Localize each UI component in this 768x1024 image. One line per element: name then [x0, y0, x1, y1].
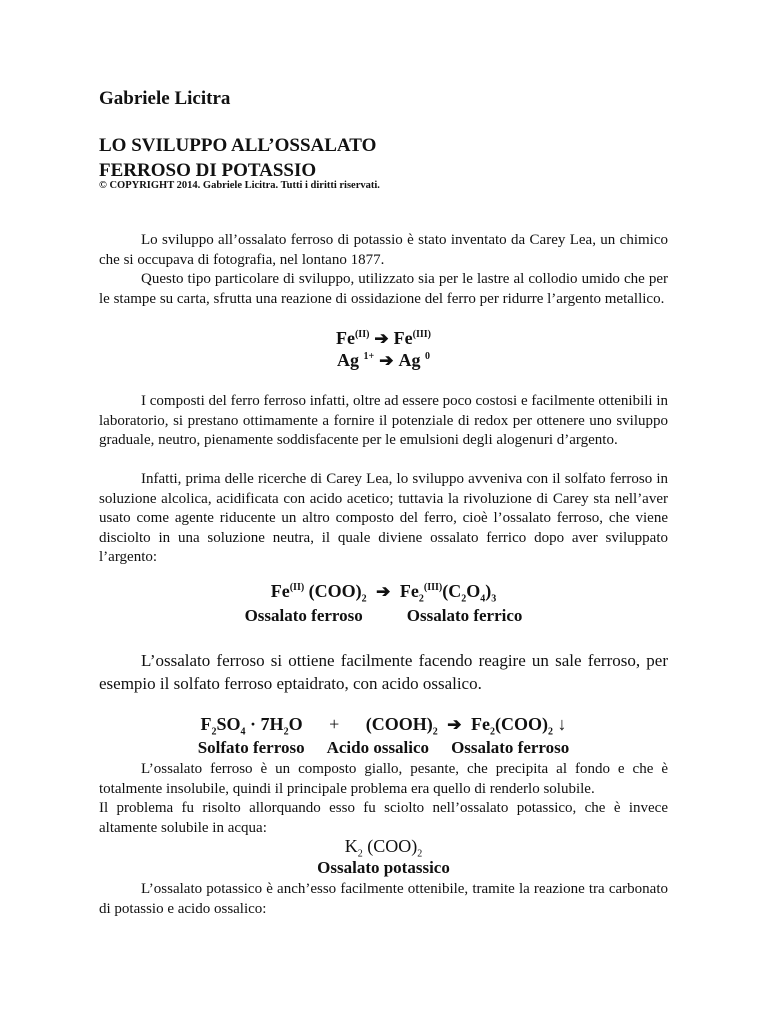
- reaction-arrow-icon: ➔: [379, 351, 394, 370]
- eq4-coo: (COO): [494, 714, 548, 734]
- eq5-sub: 2: [357, 848, 363, 860]
- title-line-1: LO SVILUPPO ALL’OSSALATO: [99, 135, 377, 156]
- title-line-2: FERROSO DI POTASSIO: [99, 160, 317, 181]
- label-ossalato-ferrico: Ossalato ferrico: [406, 606, 523, 625]
- equation-oxalate-oxidation: [99, 581, 668, 605]
- eq3-close: ): [485, 581, 492, 601]
- label-solfato-ferroso: Solfato ferroso: [197, 738, 305, 757]
- equation-potassium-oxalate: [99, 836, 668, 860]
- eq3-coo: (COO): [304, 581, 362, 601]
- equation-oxalate-synthesis: [99, 714, 668, 738]
- eq2-ion: 1+: [363, 351, 375, 362]
- eq1-ox-iii: (III): [412, 329, 431, 340]
- eq2-ag0: Ag: [398, 350, 421, 370]
- plus-sign: +: [329, 714, 340, 734]
- paragraph-3: I composti del ferro ferroso infatti, oltre ad essere poco costosi e facilmente ottenibili in laboratorio, si prestano ottimamente a fornire il potenziale di redox per ottenere uno sviluppo graduale, neutro, pienamente soddisfacente per le emulsioni degli alogenuri d’argento.: [99, 393, 668, 448]
- eq2-zero: 0: [424, 351, 430, 362]
- eq4-sub: 2: [283, 726, 289, 738]
- eq3-o: O: [466, 581, 481, 601]
- eq4-sub: 2: [547, 726, 553, 738]
- paragraph-5: L’ossalato ferroso si ottiene facilmente facendo reagire un sale ferroso, per esempio il solfato ferroso eptaidrato, con acido ossalico.: [99, 651, 668, 693]
- label-acido-ossalico: Acido ossalico: [326, 738, 430, 757]
- eq1-fe: Fe: [335, 328, 355, 348]
- precipitate-arrow-icon: ↓: [552, 714, 567, 734]
- document-title: [99, 133, 376, 183]
- eq3-sub: 4: [480, 593, 486, 605]
- eq4-hydrate: · 7H: [245, 714, 284, 734]
- equation-oxalate-labels: [99, 606, 668, 626]
- eq3-c: (C: [442, 581, 462, 601]
- equation-synthesis-labels: [99, 738, 668, 758]
- reaction-arrow-icon: ➔: [376, 582, 391, 601]
- paragraph-2: Questo tipo particolare di sviluppo, utilizzato sia per le lastre al collodio umido che per le stampe su carta, sfrutta una reazione di ossidazione del ferro per ridurre l’argento metallico.: [99, 271, 668, 307]
- eq4-so: SO: [216, 714, 241, 734]
- eq3-ox-iii: (III): [423, 582, 443, 593]
- reaction-arrow-icon: ➔: [447, 715, 462, 734]
- eq5-sub: 2: [417, 848, 423, 860]
- eq3-sub: 2: [418, 593, 424, 605]
- eq1-ox-ii: (II): [354, 329, 370, 340]
- paragraph-8: L’ossalato potassico è anch’esso facilmente ottenibile, tramite la reazione tra carbonato di potassio e acido ossalico:: [99, 881, 668, 917]
- eq4-sub: 2: [432, 726, 438, 738]
- label-ossalato-ferroso: Ossalato ferroso: [451, 738, 570, 757]
- eq3-ox-ii: (II): [289, 582, 305, 593]
- paragraph-4: Infatti, prima delle ricerche di Carey Lea, lo sviluppo avveniva con il solfato ferroso in soluzione alcolica, acidificata con acido acetico; tuttavia la rivoluzione di Carey sta nell’aver usato come agente riducente un altro composto del ferro, cioè l’ossalato ferroso, che viene disciolto in una soluzione neutra, il quale diviene ossalato ferrico dopo aver sviluppato l’argento:: [99, 471, 668, 565]
- eq4-sub: 2: [211, 726, 217, 738]
- label-ossalato-ferroso: Ossalato ferroso: [244, 606, 363, 625]
- copyright-notice: © COPYRIGHT 2014. Gabriele Licitra. Tutti i diritti riservati.: [99, 180, 380, 191]
- eq5-coo: (COO): [362, 836, 418, 856]
- eq2-ag: Ag: [337, 350, 360, 370]
- eq3-sub: 2: [361, 593, 367, 605]
- equation-iron-oxidation: [99, 328, 668, 349]
- equation-silver-reduction: [99, 350, 668, 371]
- reaction-arrow-icon: ➔: [374, 329, 389, 348]
- eq1-fe3: Fe: [393, 328, 413, 348]
- eq4-sub: 4: [240, 726, 246, 738]
- eq3-fe2: Fe: [399, 581, 419, 601]
- eq4-fe: Fe: [470, 714, 490, 734]
- eq4-f: F: [200, 714, 212, 734]
- eq4-o: O: [288, 714, 303, 734]
- paragraph-6: L’ossalato ferroso è un composto giallo, pesante, che precipita al fondo e che è totalmente insolubile, quindi il principale problema era quello di renderlo solubile.: [99, 761, 668, 797]
- author-name: Gabriele Licitra: [99, 88, 231, 109]
- paragraph-7: Il problema fu risolto allorquando esso fu sciolto nell’ossalato potassico, che è invece altamente solubile in acqua:: [99, 800, 668, 836]
- eq3-sub: 2: [461, 593, 467, 605]
- eq4-sub: 2: [489, 726, 495, 738]
- eq4-cooh: (COOH): [365, 714, 433, 734]
- eq3-fe: Fe: [270, 581, 290, 601]
- label-ossalato-potassico: Ossalato potassico: [317, 858, 450, 877]
- paragraph-1: Lo sviluppo all’ossalato ferroso di potassio è stato inventato da Carey Lea, un chimico che si occupava di fotografia, nel lontano 1877.: [99, 232, 668, 268]
- eq3-sub: 3: [491, 593, 497, 605]
- eq5-k: K: [344, 836, 358, 856]
